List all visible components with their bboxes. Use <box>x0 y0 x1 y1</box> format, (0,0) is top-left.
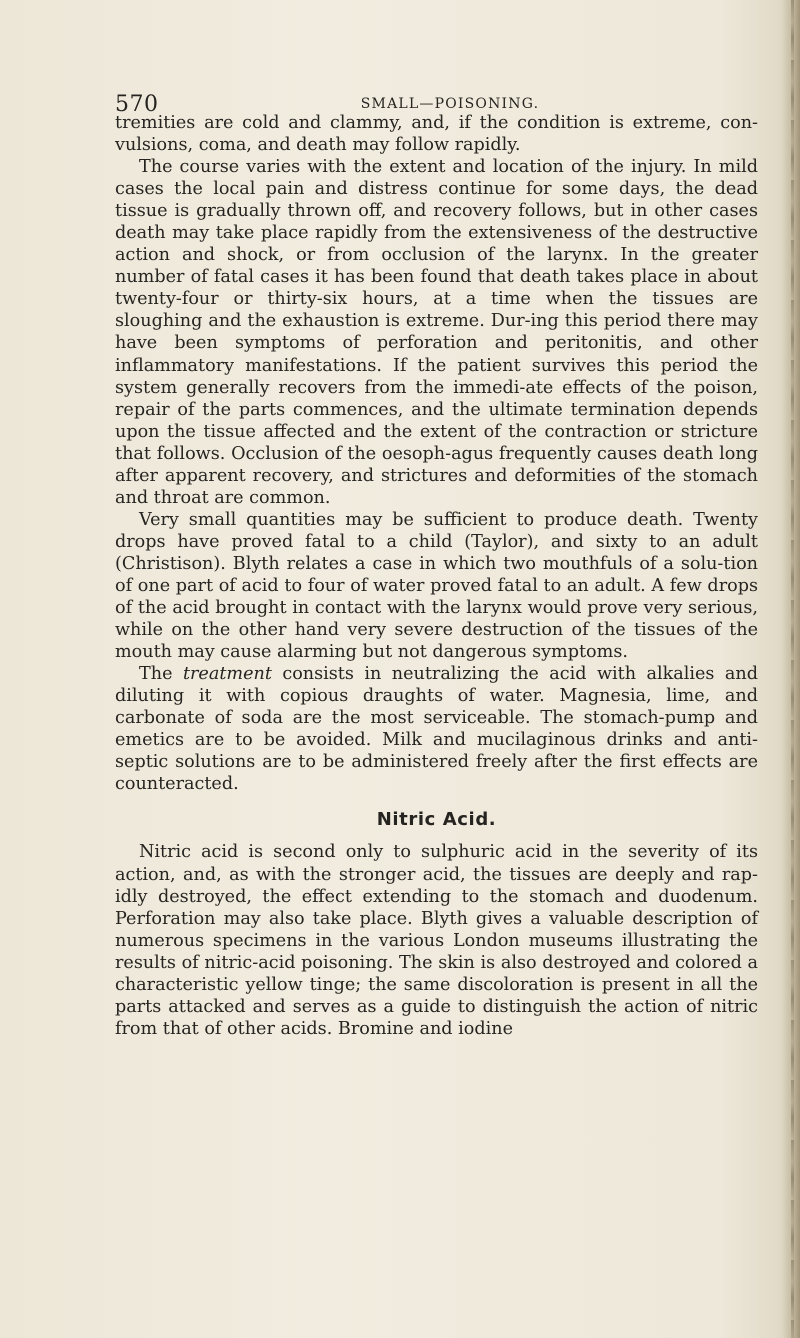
treatment-rest: consists in neutralizing the acid with alkalies and diluting it with copious draughts of water. Magnesia, lime, and carbonate of soda are the most serviceable. The stomach-pump and emetics are to be avoided. Milk and mucilaginous drinks and anti-septic solutions are to be administered freely after the first effects are counteracted. <box>115 664 758 795</box>
section-heading-nitric-acid: Nitric Acid. <box>376 809 497 831</box>
treatment-italic: treatment <box>182 664 272 685</box>
running-head: SMALL—POISONING. <box>360 96 540 112</box>
paragraph-treatment <box>115 663 758 795</box>
paragraph-nitric-acid: Nitric acid is second only to sulphuric acid in the severity of its action, and, as with the stronger acid, the tissues are deeply and rap-idly destroyed, the effect extending to the stomach and duodenum. Perforation may also take place. Blyth gives a valuable description of numerous specimens in the various London museums illustrating the results of nitric-acid poisoning. The skin is also destroyed and colored a characteristic yellow tinge; the same discoloration is present in all the parts attacked and serves as a guide to distinguish the action of nitric from that of other acids. Bromine and iodine <box>115 842 758 1039</box>
paragraph-continuation: tremities are cold and clammy, and, if the condition is extreme, con-vulsions, coma, and death may follow rapidly. <box>115 113 758 156</box>
page-number: 570 <box>115 92 159 117</box>
page-edge-stack <box>791 0 794 1338</box>
paragraph-quantities: Very small quantities may be sufficient to produce death. Twenty drops have proved fatal to a child (Taylor), and sixty to an adult (Christison). Blyth relates a case in which two mouthfuls of a solu-tion of one part of acid to four of water proved fatal to an adult. A few drops of the acid brought in contact with the larynx would prove very serious, while on the other hand very severe destruction of the tissues of the mouth may cause alarming but not dangerous symptoms. <box>115 509 758 663</box>
paragraph-course: The course varies with the extent and location of the injury. In mild cases the local pain and distress continue for some days, the dead tissue is gradually thrown off, and recovery follows, but in other cases death may take place rapidly from the extensiveness of the destructive action and shock, or from occlusion of the larynx. In the greater number of fatal cases it has been found that death takes place in about twenty-four or thirty-six hours, at a time when the tissues are sloughing and the exhaustion is extreme. Dur-ing this period there may have been symptoms of perforation and peritonitis, and other inflammatory manifestations. If the patient survives this period the system generally recovers from the immedi-ate effects of the poison, repair of the parts commences, and the ultimate termination depends upon the tissue affected and the extent of the contraction or stricture that follows. Occlusion of the oesoph-agus frequently causes death long after apparent recovery, and strictures and deformities of the stomach and throat are common. <box>115 157 758 508</box>
treatment-lead: The <box>139 664 183 685</box>
body-text <box>115 112 758 1040</box>
